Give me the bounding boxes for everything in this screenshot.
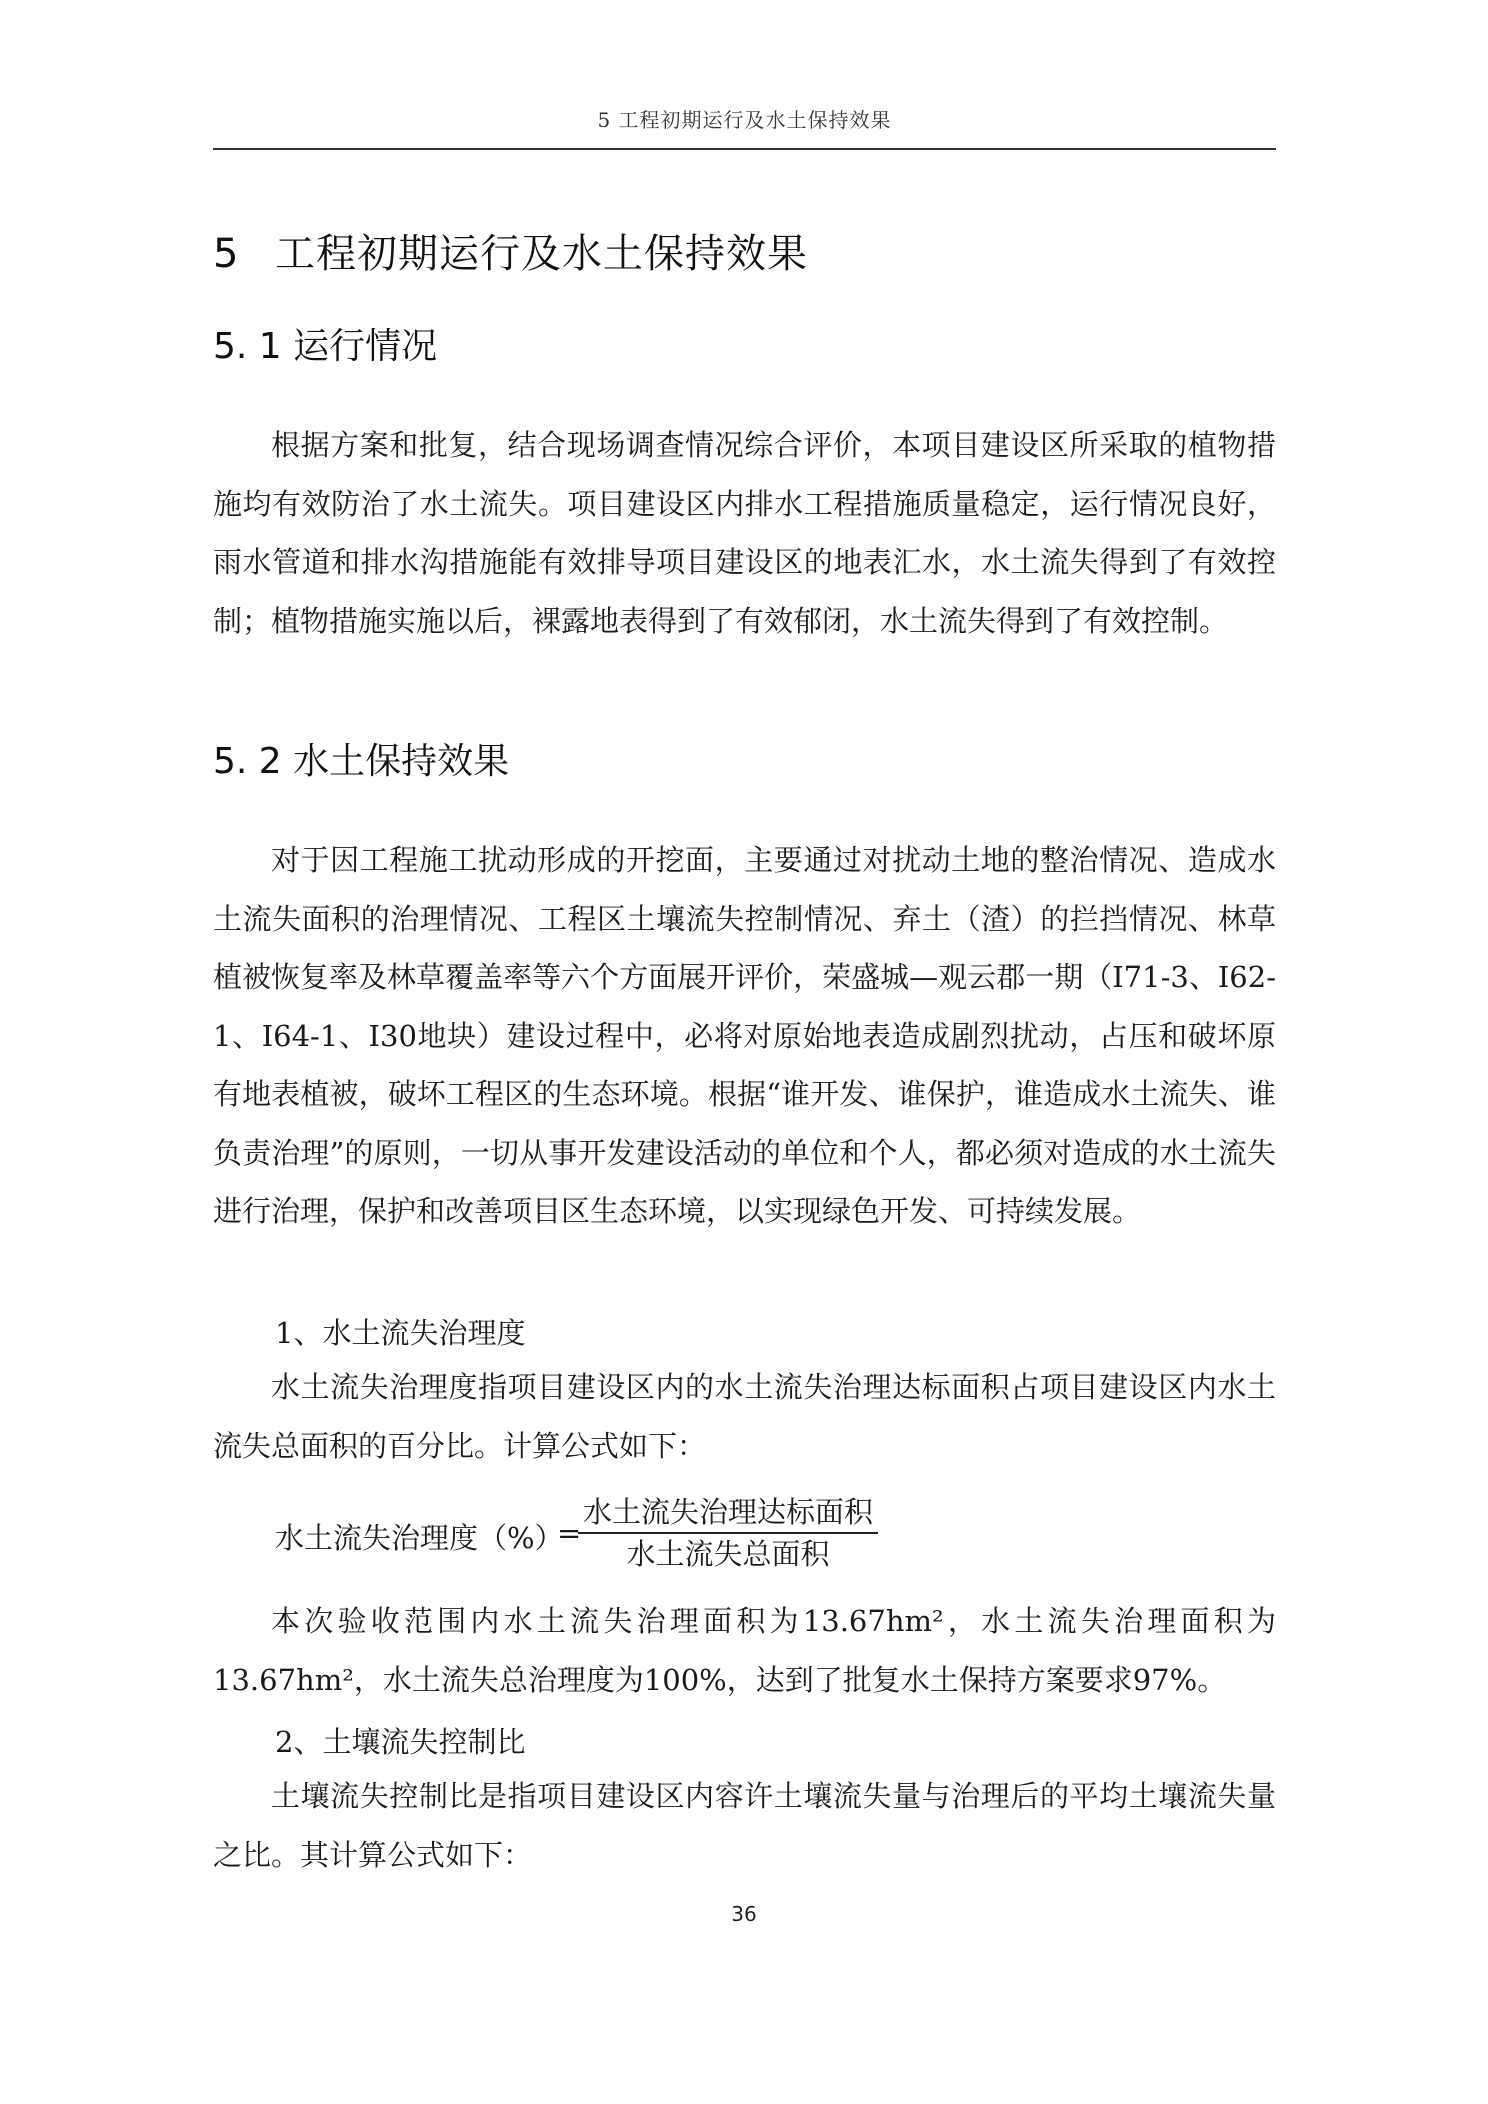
formula-lhs: 水土流失治理度（%） (275, 1521, 564, 1555)
section-title-5-1: 5. 1 运行情况 (213, 326, 438, 367)
item-1-result: 本次验收范围内水土流失治理面积为13.67hm²，水土流失治理面积为13.67hm²，水土流失总治理度为100%，达到了批复水土保持方案要求97%。 (213, 1604, 1276, 1697)
header-rule (213, 148, 1276, 150)
chapter-title-text: 工程初期运行及水土保持效果 (275, 231, 808, 277)
formula-fraction (578, 1494, 878, 1572)
section-5-2-paragraph: 对于因工程施工扰动形成的开挖面，主要通过对扰动土地的整治情况、造成水土流失面积的治理情况、工程区土壤流失控制情况、弃土（渣）的拦挡情况、林草植被恢复率及林草覆盖率等六个方面展开评价，荣盛城—观云郡一期（I71-3、I62-1、I64-1、I30地块）建设过程中，必将对原始地表造成剧烈扰动，占压和破坏原有地表植被，破坏工程区的生态环境。根据“谁开发、谁保护，谁造成水土流失、谁负责治理”的原则，一切从事开发建设活动的单位和个人，都必须对造成的水土流失进行治理，保护和改善项目区生态环境，以实现绿色开发、可持续发展。 (213, 843, 1276, 1228)
page-number: 36 (731, 1902, 757, 1926)
chapter-number: 5 (213, 231, 240, 277)
formula-equals: = (557, 1516, 582, 1550)
section-title-5-2: 5. 2 水土保持效果 (213, 741, 510, 782)
section-5-2-body (213, 831, 1276, 1241)
running-header: 5 工程初期运行及水土保持效果 (597, 108, 892, 132)
item-1-definition-body (213, 1358, 1276, 1475)
section-5-1-paragraph: 根据方案和批复，结合现场调查情况综合评价，本项目建设区所采取的植物措施均有效防治了水土流失。项目建设区内排水工程措施质量稳定，运行情况良好，雨水管道和排水沟措施能有效排导项目建设区的地表汇水，水土流失得到了有效控制；植物措施实施以后，裸露地表得到了有效郁闭，水土流失得到了有效控制。 (213, 428, 1276, 638)
formula-numerator: 水土流失治理达标面积 (582, 1495, 873, 1529)
item-1-result-body (213, 1592, 1276, 1709)
item-1-heading: 1、水土流失治理度 (275, 1316, 526, 1350)
formula-denominator: 水土流失总面积 (626, 1537, 830, 1571)
item-2-definition: 土壤流失控制比是指项目建设区内容许土壤流失量与治理后的平均土壤流失量之比。其计算公式如下： (213, 1779, 1276, 1872)
section-5-1-body (213, 416, 1276, 650)
item-1-definition: 水土流失治理度指项目建设区内的水土流失治理达标面积占项目建设区内水土流失总面积的百分比。计算公式如下： (213, 1370, 1276, 1463)
chapter-title (213, 222, 808, 279)
fraction-bar (578, 1532, 878, 1534)
item-2-heading: 2、土壤流失控制比 (275, 1725, 526, 1759)
item-2-definition-body (213, 1767, 1276, 1884)
